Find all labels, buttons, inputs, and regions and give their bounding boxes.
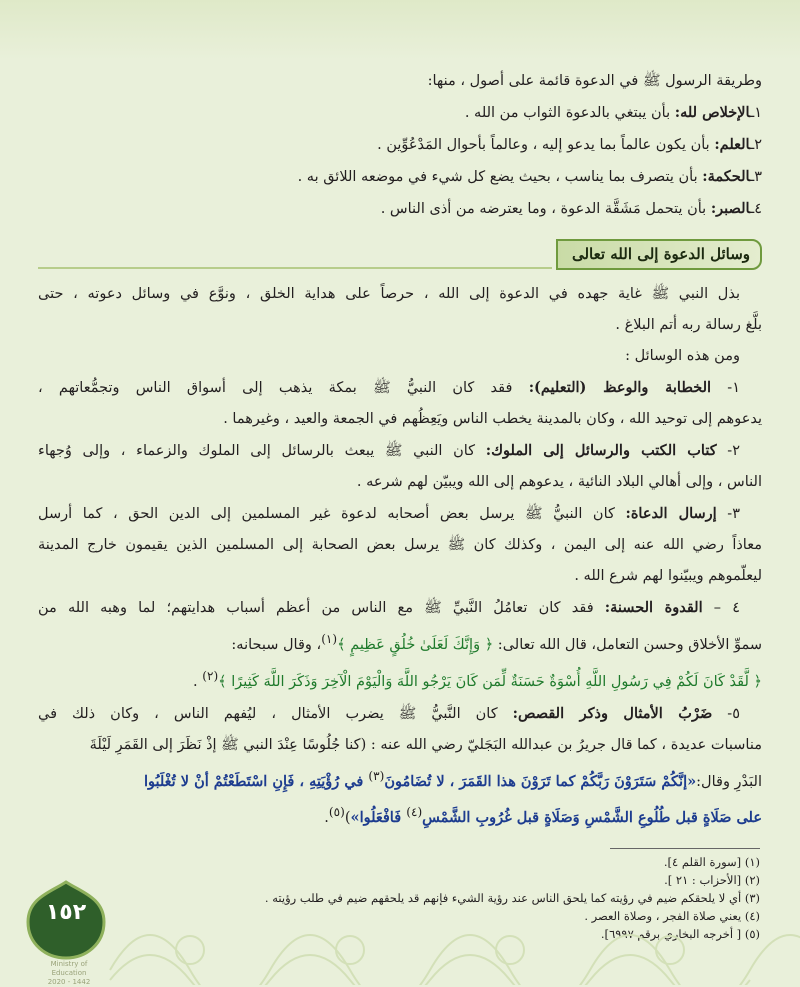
hadith-text-1: «إنَّكُمْ سَتَرَوْنَ رَبَّكُمْ كما تَرَوْنَ هذا القَمَرَ ، لا تُضَامُونَ (384, 772, 697, 790)
page-number: ١٥٢ (45, 900, 87, 925)
means-3-line1: ٣- إرسال الدعاة: كان النبيُّ ﷺ يرسل بعض أصحابه لدعوة غير المسلمين إلى الدين الحق ، كما أرسل (38, 505, 740, 522)
footnote-4: (٤) يعني صلاة الفجر ، وصلاة العصر . (584, 909, 760, 923)
principle-2 (38, 129, 762, 161)
means-4-line1: ٤ – القدوة الحسنة: فقد كان تعامُلُ النَّبيِّ ﷺ مع الناس من أعظم أسباب هدايتهم؛ لما وهبه الله من (38, 599, 741, 616)
para1-line2: بلَّغ رسالة ربه أتم البلاغ . (615, 317, 762, 333)
means-4-line2: سموِّ الأخلاق وحسن التعامل، قال الله تعالى: ﴿ وَإِنَّكَ لَعَلَىٰ خُلُقٍ عَظِيمٍ ﴾$^{(١)}$، وقال سبحانه: (231, 632, 762, 653)
para1-line1: بذل النبي ﷺ غاية جهده في الدعوة إلى الله ، حرصاً على هداية الخلق ، ونوَّع في وسائل دعوته ، حتى (38, 286, 740, 302)
means-2-line2: الناس ، وإلى أهالي البلاد النائية ، يدعوهم إلى الله ويبيّن لهم شرعه . (356, 474, 762, 490)
means-5-line2: مناسبات عديدة ، كما قال جريرُ بن عبدالله البَجَليّ رضي الله عنه : (كنا جُلُوسًا عِنْدَ النبي ﷺ إذْ نَظَرَ إلى القَمَرِ لَيْلَةَ (89, 736, 762, 753)
intro-line: وطريقة الرسول ﷺ في الدعوة قائمة على أصول ، منها: (427, 73, 762, 89)
hadith-text-3: على صَلَاةٍ قبل طُلُوعِ الشَّمْسِ وَصَلَاةٍ قبل غُرُوبِ الشَّمْسِ (422, 809, 762, 827)
page-body (38, 66, 762, 834)
section-heading-wrap (38, 233, 762, 273)
principle-text: بأن يتحمل مَشَقَّة الدعوة ، وما يعترضه من أذى الناس . (380, 201, 711, 217)
means-5-line1: ٥- ضَرْبُ الأمثال وذكر القصص: كان النَّبيُّ ﷺ يضرب الأمثال ، ليُفهم الناس ، وكان ذلك في (38, 704, 740, 722)
hadith-text-4: فَافْعَلُوا» (350, 809, 407, 827)
principle-label: الصبر: (710, 200, 750, 217)
principle-num: ٤ـ (749, 201, 762, 217)
footnote-3: (٣) أي لا يلحقكم ضيم في رؤيته كما يلحق الناس عند رؤية الشيء فإنهم قد يلحقهم ضيم في طلب رؤيته . (264, 891, 760, 905)
principle-num: ٢ـ (749, 137, 762, 153)
principle-num: ٣ـ (749, 169, 762, 185)
means-5-line4: على صَلَاةٍ قبل طُلُوعِ الشَّمْسِ وَصَلَاةٍ قبل غُرُوبِ الشَّمْسِ$^{(٤)}$ فَافْعَلُوا»)$^{(٥)}$. (324, 805, 762, 827)
means-2-label: كتاب الكتب والرسائل إلى الملوك: (485, 442, 717, 459)
means-intro: ومن هذه الوسائل : (625, 348, 740, 364)
edition-brand: Ministry of Education (50, 960, 88, 977)
edition-year: 2020 - 1442 (47, 978, 91, 986)
means-1-label: الخطابة والوعظ (التعليم): (528, 379, 712, 396)
principle-text: بأن يبتغي بالدعوة الثواب من الله . (464, 105, 675, 121)
means-5-line3: البَدْرِ وقال:«إنَّكُمْ سَتَرَوْنَ رَبَّكُمْ كما تَرَوْنَ هذا القَمَرَ ، لا تُضَامُونَ$^{(٣)}$ في رُؤْيَتِهِ ، فَإِنِ اسْتَطَعْتُمْ أنْ لا تُغْلَبُوا (143, 768, 762, 790)
heading-rule (38, 267, 552, 269)
section-heading: وسائل الدعوة إلى الله تعالى (556, 239, 762, 270)
principle-text: بأن يكون عالماً بما يدعو إليه ، وعالماً بأحوال المَدْعُوِّين . (377, 137, 715, 153)
means-3-label: إرسال الدعاة: (625, 505, 717, 522)
means-4-line3: ﴿ لَّقَدْ كَانَ لَكُمْ فِي رَسُولِ اللَّهِ أُسْوَةٌ حَسَنَةٌ لِّمَن كَانَ يَرْجُو اللَّهَ وَالْيَوْمَ الْآخِرَ وَذَكَرَ اللَّهَ كَثِيرًا ﴾$^{(٢)}$ . (193, 668, 762, 690)
footnote-5: (٥) [ أخرجه البخاري برقم ٦٩٩٧]. (600, 927, 760, 941)
principle-label: الإخلاص لله: (674, 104, 750, 121)
principle-4 (38, 193, 762, 225)
page-header-band (0, 0, 800, 60)
principle-label: الحكمة: (702, 168, 750, 185)
quran-verse-1: ﴿ وَإِنَّكَ لَعَلَىٰ خُلُقٍ عَظِيمٍ ﴾ (337, 636, 494, 653)
hadith-text-2: في رُؤْيَتِهِ ، فَإِنِ اسْتَطَعْتُمْ أنْ لا تُغْلَبُوا (143, 772, 369, 790)
footnote-1: (١) [سورة القلم ٤]. (663, 855, 760, 869)
edition-info (34, 960, 104, 987)
principle-1 (38, 97, 762, 129)
means-2-line1: ٢- كتاب الكتب والرسائل إلى الملوك: كان النبي ﷺ يبعث بالرسائل إلى الملوك والزعماء ، وإلى وُجهاء (38, 442, 740, 459)
means-3-line2: معاذاً رضي الله عنه إلى اليمن ، وكذلك كان ﷺ يرسل بعض الصحابة إلى المسلمين الذين يقيمون خارج المدينة (38, 537, 762, 553)
means-1-line1: ١- الخطابة والوعظ (التعليم): فقد كان النبيُّ ﷺ بمكة يذهب إلى أسواق الناس وتجمُّعاتهم ، (38, 379, 740, 396)
principle-3 (38, 161, 762, 193)
principle-text: بأن يتصرف بما يناسب ، بحيث يضع كل شيء في موضعه اللائق به . (297, 169, 703, 185)
principle-num: ١ـ (749, 105, 762, 121)
means-1-line2: يدعوهم إلى توحيد الله ، وكان بالمدينة يخطب الناس ويَعِظُهم في الجمعة والعيد ، وغيرهما . (223, 411, 762, 427)
principle-label: العلم: (714, 136, 750, 153)
means-3-line3: ليعلّموهم ويبيّنوا لهم شرع الله . (574, 568, 762, 584)
means-4-label: القدوة الحسنة: (604, 599, 703, 616)
decorative-ornament-band (0, 880, 800, 985)
footnote-separator (610, 848, 760, 849)
means-5-label: ضَرْبُ الأمثال وذكر القصص: (512, 704, 713, 722)
quran-verse-2: ﴿ لَّقَدْ كَانَ لَكُمْ فِي رَسُولِ اللَّهِ أُسْوَةٌ حَسَنَةٌ لِّمَن كَانَ يَرْجُو اللَّهَ وَالْيَوْمَ الْآخِرَ وَذَكَرَ اللَّهَ كَثِيرًا ﴾ (218, 673, 762, 690)
footnote-2: (٢) [الأحزاب : ٢١ ]. (664, 873, 760, 887)
